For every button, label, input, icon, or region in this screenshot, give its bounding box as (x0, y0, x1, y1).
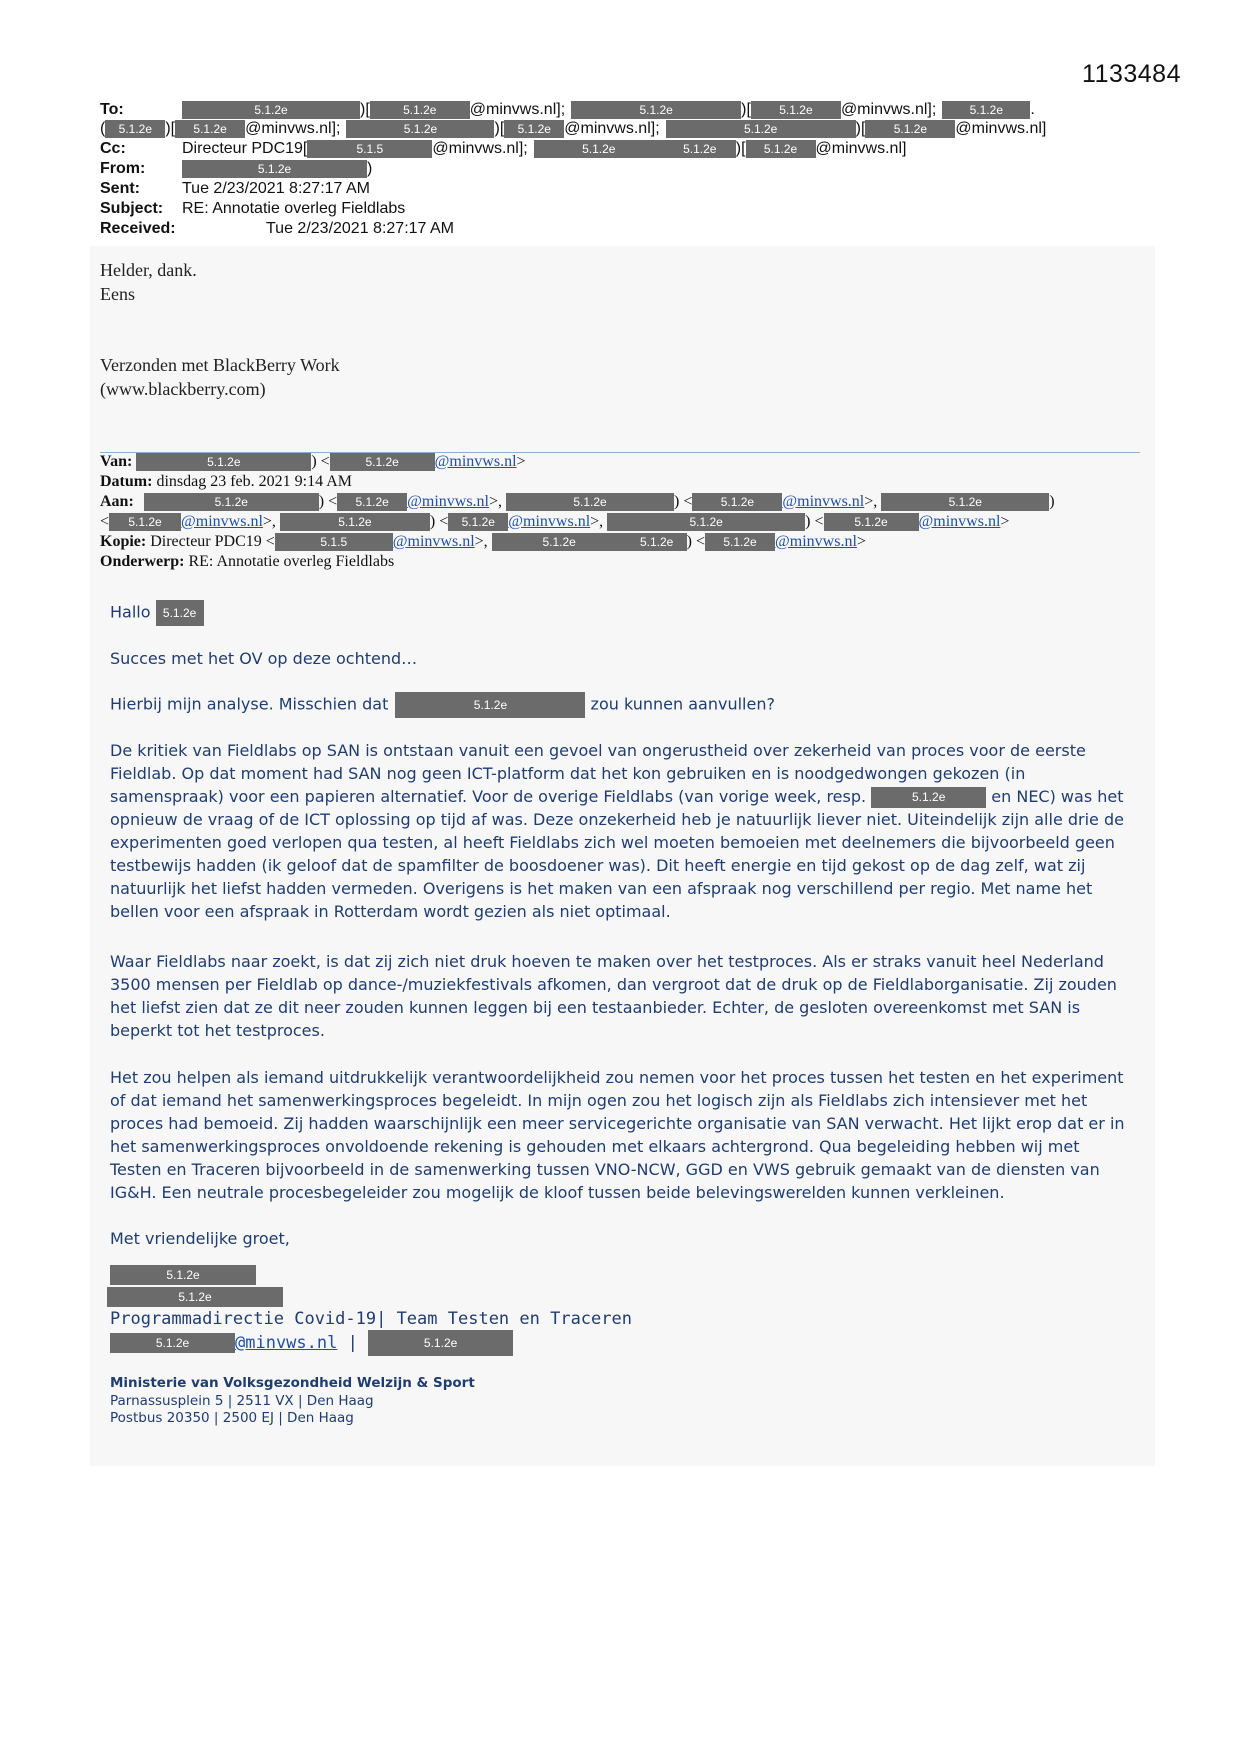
separator: | (347, 1333, 358, 1353)
onderwerp-value: RE: Annotatie overleg Fieldlabs (188, 553, 395, 570)
cc-row: Cc: Directeur PDC19[ 5.1.5 @minvws.nl]; 5.1.2e 5.1.2e )[ 5.1.2e @minvws.nl] (100, 140, 907, 157)
redaction: 5.1.2e (330, 453, 435, 471)
signature-dept: Programmadirectie Covid-19| Team Testen en Traceren (110, 1309, 632, 1329)
sent-value: Tue 2/23/2021 8:27:17 AM (182, 180, 370, 197)
paragraph-1-b: en NEC) was het opnieuw de vraag of de ICT oplossing op tijd af was. Deze onzekerheid heb je natuurlijk liever niet. Uiteindelijk zijn alle drie de experimenten goed verlopen qua testen, al heeft Fieldlabs zich wel moeten bemoeien met deelnemers die bijvoorbeeld geen testbewijs hadden (ik geloof dat de spamfilter de boosdoener was). Dit heeft energie en tijd gekost op de dag zelf, wat zij natuurlijk het liefst hadden vermeden. Overigens is het maken van een afspraak nog verschillend per regio. Met name het bellen voor een afspraak in Rotterdam wordt gezien als niet optimaal. (110, 787, 1124, 921)
redaction: 5.1.5 (307, 140, 432, 158)
redaction: 5.1.2e (571, 101, 741, 119)
cc-label: Cc: (100, 140, 126, 157)
reply-line-2: Eens (100, 284, 135, 304)
paragraph-1 (110, 739, 1130, 923)
from-label: From: (100, 160, 146, 177)
kopie-label: Kopie: (100, 533, 147, 550)
redaction: 5.1.2e (110, 1333, 235, 1353)
datum-label: Datum: (100, 473, 153, 490)
to-row-2: ( 5.1.2e )[ 5.1.2e @minvws.nl]; 5.1.2e )[ 5.1.2e @minvws.nl]; 5.1.2e )[ 5.1.2e @minvws.nl] (100, 120, 1047, 137)
datum-row (100, 472, 352, 492)
email-link[interactable]: @minvws.nl (181, 513, 263, 530)
van-row: Van: 5.1.2e ) < 5.1.2e @minvws.nl> (100, 453, 526, 470)
onderwerp-row (100, 552, 394, 572)
aan-row-2: < 5.1.2e @minvws.nl>, 5.1.2e ) < 5.1.2e @minvws.nl>, 5.1.2e ) < 5.1.2e @minvws.nl> (100, 513, 1010, 530)
paragraph-2: Waar Fieldlabs naar zoekt, is dat zij zich niet druk hoeven te maken over het testproces. Als er straks vanuit heel Nederland 3500 mensen per Fieldlab op dance-/muziekfestivals afkomen, dan vergroot dat de druk op de Fieldlaborganisatie. Zij zouden het liefst zien dat ze dit neer zouden kunnen leggen bij een testaanbieder. Echter, de gesloten overeenkomst met SAN is beperkt tot het testproces. (110, 952, 1117, 1040)
email-link[interactable]: @minvws.nl (775, 533, 857, 550)
email-link[interactable]: @minvws.nl (407, 493, 489, 510)
redaction: 5.1.2e (156, 600, 204, 626)
cc-prefix: Directeur PDC19[ (182, 140, 308, 157)
signature-title (107, 1287, 283, 1308)
redaction: 5.1.2e (746, 140, 816, 158)
email-domain: @minvws.nl] (815, 140, 907, 157)
redaction: 5.1.2e (942, 101, 1030, 119)
paragraph-1-a: De kritiek van Fieldlabs op SAN is ontstaan vanuit een gevoel van ongerustheid over zekerheid van proces voor de eerste Fieldlab. Op dat moment had SAN nog geen ICT-platform dat het kon gebruiken en is noodgedwongen gekozen (in samenspraak) voor een papieren alternatief. Voor de overige Fieldlabs (van vorige week, resp. (110, 741, 1086, 806)
reply-footer-2: (www.blackberry.com) (100, 379, 266, 399)
to-label: To: (100, 101, 124, 118)
kopie-prefix: Directeur PDC19 < (150, 533, 275, 550)
reply-footer-1: Verzonden met BlackBerry Work (100, 355, 340, 375)
redaction: 5.1.2e (109, 513, 181, 531)
redaction: 5.1.2e (666, 120, 856, 138)
redaction: 5.1.2e (144, 493, 319, 511)
aan-label: Aan: (100, 493, 134, 510)
ministry-address-1: Parnassusplein 5 | 2511 VX | Den Haag (110, 1393, 374, 1409)
redaction: 5.1.2e (664, 140, 736, 158)
email-link[interactable]: @minvws.nl (434, 453, 517, 470)
to-row: To: 5.1.2e )[ 5.1.2e @minvws.nl]; 5.1.2e )[ 5.1.2e @minvws.nl]; 5.1.2e . (100, 101, 1035, 118)
document-number: 1133484 (1082, 60, 1181, 88)
email-domain: @minvws.nl]; (432, 140, 528, 157)
ministry-address-2: Postbus 20350 | 2500 EJ | Den Haag (110, 1410, 354, 1426)
redaction: 5.1.2e (110, 1265, 256, 1285)
greeting: Hallo (110, 602, 151, 622)
redaction: 5.1.2e (607, 513, 805, 531)
redaction: 5.1.2e (182, 101, 360, 119)
signature-contact (110, 1330, 513, 1356)
subject-value: RE: Annotatie overleg Fieldlabs (182, 200, 406, 217)
closing: Met vriendelijke groet, (110, 1229, 290, 1248)
redaction: 5.1.2e (865, 120, 955, 138)
redaction: 5.1.2e (705, 533, 775, 551)
signature-name (110, 1265, 256, 1286)
redaction: 5.1.2e (395, 692, 585, 718)
subject-row (100, 199, 405, 218)
email-domain: @minvws.nl] (955, 120, 1047, 137)
email-link[interactable]: @minvws.nl (782, 493, 865, 510)
email-domain: @minvws.nl]; (840, 101, 937, 118)
email-domain: @minvws.nl]; (564, 120, 660, 137)
redaction: 5.1.5 (275, 533, 393, 551)
redaction: 5.1.2e (627, 533, 687, 551)
analysis-pre: Hierbij mijn analyse. Misschien dat (110, 694, 389, 714)
redaction: 5.1.2e (448, 513, 508, 531)
redaction: 5.1.2e (337, 493, 407, 511)
redaction: 5.1.2e (105, 120, 165, 138)
from-row: From: 5.1.2e ) (100, 160, 373, 177)
analysis-post: zou kunnen aanvullen? (590, 694, 775, 714)
redaction: 5.1.2e (751, 101, 841, 119)
redaction: 5.1.2e (346, 120, 494, 138)
paragraph-3: Het zou helpen als iemand uitdrukkelijk verantwoordelijkheid zou nemen voor het proces tussen het testen en het experiment of dat iemand het samenwerkingsproces begeleidt. In mijn ogen zou het logisch zijn als Fieldlabs zich intensiever met het proces had bemoeid. Zij hadden waarschijnlijk een meer servicegerichte organisatie van SAN verwacht. Het lijkt erop dat er in het samenwerkingsproces onvoldoende rekening is gehouden met elkaars achtergrond. Qua begeleiding hebben wij met Testen en Traceren bijvoorbeeld in de samenwerking tussen VNO-NCW, GGD en VWS gebruik gemaakt van de diensten van IG&H. Een neutrale procesbegeleider zou mogelijk de kloof tussen beide belevingswerelden kunnen verkleinen. (110, 1068, 1125, 1202)
received-row (100, 219, 454, 238)
ministry-title: Ministerie van Volksgezondheid Welzijn & Sport (110, 1375, 475, 1391)
analysis-line (110, 692, 1130, 718)
redaction: 5.1.2e (504, 120, 564, 138)
redaction: 5.1.2e (136, 453, 311, 471)
redaction: 5.1.2e (368, 1330, 513, 1356)
redaction: 5.1.2e (182, 160, 367, 178)
sent-label: Sent: (100, 180, 140, 197)
datum-value: dinsdag 23 feb. 2021 9:14 AM (156, 473, 352, 490)
email-link[interactable]: @minvws.nl (392, 533, 475, 550)
redaction: 5.1.2e (824, 513, 919, 531)
redaction: 5.1.2e (881, 493, 1049, 511)
received-value: Tue 2/23/2021 8:27:17 AM (266, 220, 454, 237)
subject-label: Subject: (100, 200, 164, 217)
signature-email-link[interactable]: @minvws.nl (235, 1333, 338, 1353)
redaction: 5.1.2e (534, 140, 664, 158)
reply-line-1: Helder, dank. (100, 260, 197, 280)
sent-row (100, 179, 370, 198)
redaction: 5.1.2e (506, 493, 674, 511)
redaction: 5.1.2e (370, 101, 470, 119)
kopie-row: Kopie: Directeur PDC19 < 5.1.5 @minvws.nl>, 5.1.2e 5.1.2e ) < 5.1.2e @minvws.nl> (100, 533, 866, 550)
email-domain: @minvws.nl]; (469, 101, 566, 118)
email-link[interactable]: @minvws.nl (508, 513, 591, 530)
ministry-name (110, 1375, 475, 1392)
redaction: 5.1.2e (871, 787, 986, 808)
email-domain: @minvws.nl]; (245, 120, 341, 137)
van-label: Van: (100, 453, 133, 470)
received-label: Received: (100, 220, 176, 237)
redaction: 5.1.2e (692, 493, 782, 511)
redaction: 5.1.2e (107, 1287, 283, 1307)
onderwerp-label: Onderwerp: (100, 553, 185, 570)
ov-line: Succes met het OV op deze ochtend… (110, 649, 418, 668)
redaction: 5.1.2e (175, 120, 245, 138)
redaction: 5.1.2e (492, 533, 627, 551)
redaction: 5.1.2e (280, 513, 430, 531)
aan-row: Aan: 5.1.2e ) < 5.1.2e @minvws.nl>, 5.1.2e ) < 5.1.2e @minvws.nl>, 5.1.2e ) (100, 493, 1055, 510)
email-link[interactable]: @minvws.nl (918, 513, 1001, 530)
greeting-line (110, 600, 1130, 626)
